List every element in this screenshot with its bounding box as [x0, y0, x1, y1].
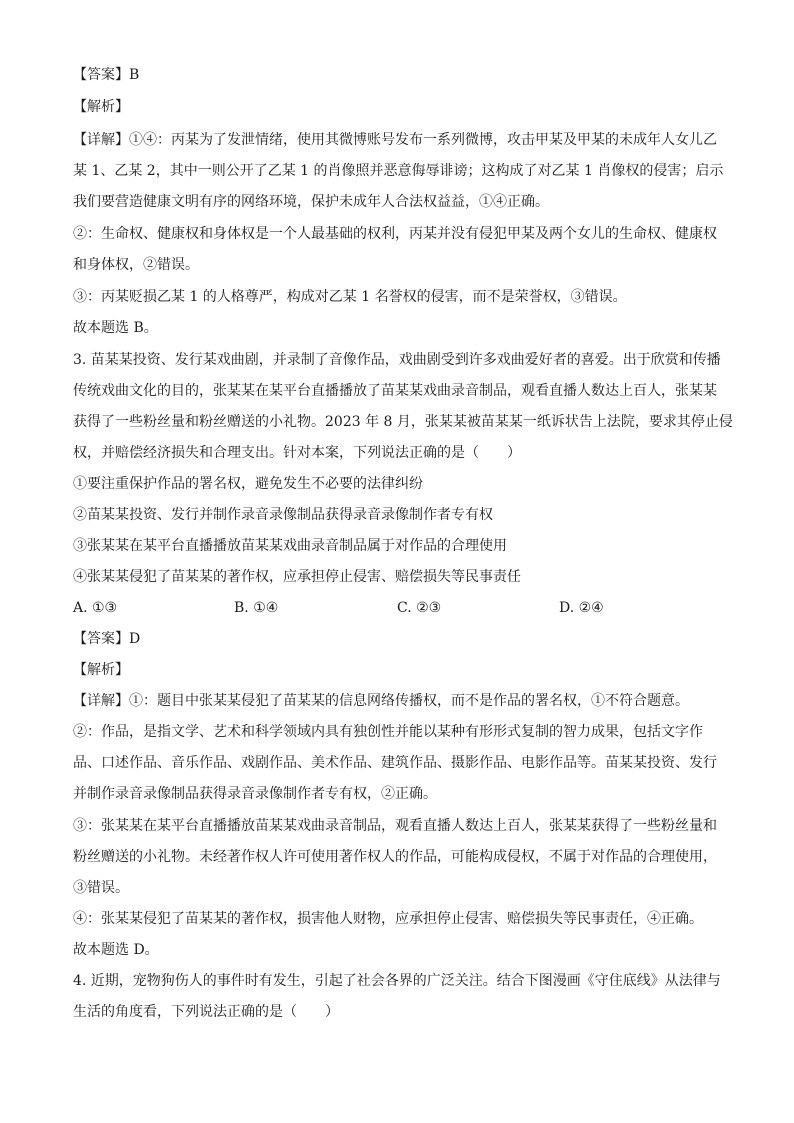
text-line: 故本题选 B。: [73, 320, 158, 336]
analysis-label: 【解析】: [73, 662, 129, 678]
question-stem: 3. 苗某某投资、发行某戏曲剧，并录制了音像作品，戏曲剧受到许多戏曲爱好者的喜爱。出于欣赏和传播: [73, 352, 721, 368]
question-stem: 传统戏曲文化的目的，张某某在某平台直播播放了苗某某戏曲录音制品，观看直播人数达上百人，张某某: [73, 383, 717, 399]
statement-item: ④张某某侵犯了苗某某的著作权，应承担停止侵害、赔偿损失等民事责任: [73, 569, 521, 585]
text-line: 和身体权，②错误。: [73, 257, 199, 273]
answer-label: 【答案】D: [73, 631, 141, 647]
text-line: 某 1、乙某 2，其中一则公开了乙某 1 的肖像照并恶意侮辱诽谤；这构成了对乙某 1 肖像权的侵害；启示: [73, 163, 724, 179]
statement-item: ③张某某在某平台直播播放苗某某戏曲录音制品属于对作品的合理使用: [73, 538, 507, 554]
text-line: ③：张某某在某平台直播播放苗某某戏曲录音制品，观看直播人数达上百人，张某某获得了一些粉丝量和: [73, 818, 717, 834]
text-line: 并制作录音录像制品获得录音录像制作者专有权，②正确。: [73, 786, 437, 802]
answer-label: 【答案】B: [73, 67, 140, 83]
text-line: 品、口述作品、音乐作品、戏剧作品、美术作品、建筑作品、摄影作品、电影作品等。苗某某投资、发行: [73, 755, 717, 771]
text-line: 【详解】①④：丙某为了发泄情绪，使用其微博账号发布一系列微博，攻击甲某及甲某的未成年人女儿乙: [73, 132, 717, 148]
option-a: A. ①③: [73, 600, 118, 616]
text-line: ③：丙某贬损乙某 1 的人格尊严，构成对乙某 1 名誉权的侵害，而不是荣誉权，③错误。: [73, 289, 627, 305]
option-d: D. ②④: [559, 600, 604, 616]
text-line: 粉丝赠送的小礼物。未经著作权人许可使用著作权人的作品，可能构成侵权，不属于对作品的合理使用，: [73, 849, 717, 865]
text-line: 我们要营造健康文明有序的网络环境，保护未成年人合法权益益，①④正确。: [73, 194, 549, 210]
text-line: ②：作品，是指文学、艺术和科学领域内具有独创性并能以某种有形形式复制的智力成果，包括文字作: [73, 724, 703, 740]
question-stem: 获得了一些粉丝量和粉丝赠送的小礼物。2023 年 8 月，张某某被苗某某一纸诉状告上法院，要求其停止侵: [73, 414, 733, 430]
question-stem: 生活的角度看，下列说法正确的是（ ）: [73, 1004, 339, 1020]
question-stem: 权，并赔偿经济损失和合理支出。针对本案，下列说法正确的是（ ）: [73, 445, 521, 461]
option-b: B. ①④: [234, 600, 279, 616]
option-c: C. ②③: [397, 600, 442, 616]
text-line: ④：张某某侵犯了苗某某的著作权，损害他人财物，应承担停止侵害、赔偿损失等民事责任，④正确。: [73, 911, 703, 927]
statement-item: ①要注重保护作品的署名权，避免发生不必要的法律纠纷: [73, 476, 423, 492]
text-line: ③错误。: [73, 880, 129, 896]
text-line: 故本题选 D。: [73, 942, 159, 958]
statement-item: ②苗某某投资、发行并制作录音录像制品获得录音录像制作者专有权: [73, 507, 493, 523]
text-line: ②：生命权、健康权和身体权是一个人最基础的权利，丙某并没有侵犯甲某及两个女儿的生命权、健康权: [73, 226, 717, 242]
analysis-label: 【解析】: [73, 99, 129, 115]
question-stem: 4. 近期，宠物狗伤人的事件时有发生，引起了社会各界的广泛关注。结合下图漫画《守住底线》从法律与: [73, 973, 721, 989]
text-line: 【详解】①：题目中张某某侵犯了苗某某的信息网络传播权，而不是作品的署名权，①不符合题意。: [73, 693, 689, 709]
